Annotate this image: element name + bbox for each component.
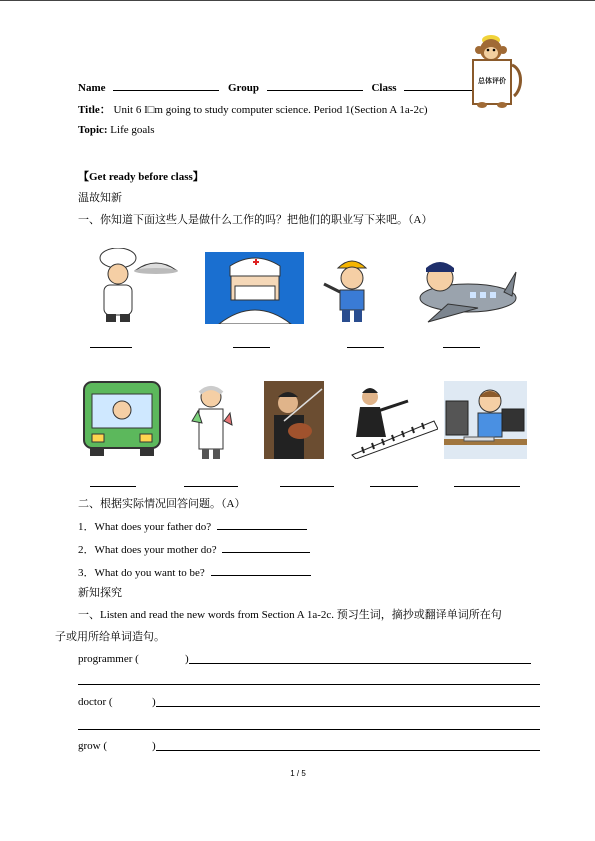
questions-heading: 二、根据实际情况回答问题。（A） bbox=[78, 498, 246, 510]
topic-label: Topic: bbox=[78, 124, 108, 136]
header-line bbox=[78, 80, 476, 94]
question-3 bbox=[78, 564, 311, 580]
answer-blank-cook[interactable] bbox=[90, 347, 132, 348]
word-doctor-label: doctor ( bbox=[78, 696, 113, 708]
page-top-border bbox=[0, 0, 595, 1]
group-field[interactable] bbox=[267, 80, 363, 91]
get-ready-heading: 【Get ready before class】 bbox=[78, 171, 204, 183]
answer-blank-scientist[interactable] bbox=[184, 486, 238, 487]
name-field[interactable] bbox=[113, 80, 219, 91]
question-2 bbox=[78, 541, 310, 557]
name-label: Name bbox=[78, 82, 106, 94]
monkey-icon bbox=[464, 30, 524, 108]
topic-line bbox=[78, 124, 155, 136]
page-number: 1 / 5 bbox=[290, 769, 306, 778]
new-words-instruction-line2: 子或用所给单词造句。 bbox=[55, 631, 165, 643]
new-knowledge-heading: 新知探究 bbox=[78, 587, 122, 599]
new-words-instruction-line1: 一、Listen and read the new words from Section A 1a-2c. 预习生词，摘抄或翻译单词所在句 bbox=[78, 609, 502, 621]
answer-blank-pilot[interactable] bbox=[443, 347, 480, 348]
review-heading: 温故知新 bbox=[78, 192, 122, 204]
answer-blank-pianist[interactable] bbox=[370, 486, 418, 487]
title-label: Title： bbox=[78, 104, 111, 116]
question-2-text: 2．What does your mother do? bbox=[78, 544, 217, 556]
word-programmer-label: programmer ( bbox=[78, 653, 139, 665]
question-1-text: 1．What does your father do? bbox=[78, 521, 212, 533]
violinist-picture bbox=[264, 381, 324, 459]
word-programmer-answer[interactable] bbox=[189, 663, 531, 664]
pianist-picture bbox=[348, 381, 438, 459]
word-doctor-answer-line2[interactable] bbox=[78, 729, 540, 730]
word-programmer-close-paren: ) bbox=[185, 653, 189, 665]
cook-picture bbox=[76, 248, 182, 324]
engineer-picture bbox=[320, 252, 384, 324]
word-grow-answer[interactable] bbox=[156, 750, 540, 751]
question-2-answer[interactable] bbox=[222, 542, 310, 553]
monkey-evaluation-badge bbox=[464, 30, 524, 108]
answer-blank-bus-driver[interactable] bbox=[90, 486, 136, 487]
answer-blank-doctor[interactable] bbox=[233, 347, 270, 348]
answer-blank-engineer[interactable] bbox=[347, 347, 384, 348]
word-doctor-close-paren: ) bbox=[152, 696, 156, 708]
title-line bbox=[78, 101, 428, 117]
topic-text: Life goals bbox=[110, 124, 155, 136]
class-label: Class bbox=[371, 82, 397, 94]
scientist-picture bbox=[186, 381, 236, 461]
question-1-answer[interactable] bbox=[217, 519, 307, 530]
question-1 bbox=[78, 518, 307, 534]
answer-blank-violinist[interactable] bbox=[280, 486, 334, 487]
question-3-text: 3．What do you want to be? bbox=[78, 567, 205, 579]
bus-driver-picture bbox=[80, 378, 164, 458]
word-programmer-answer-line2[interactable] bbox=[78, 684, 540, 685]
doctor-picture bbox=[205, 252, 304, 324]
title-text: Unit 6 I□m going to study computer science. Period 1(Section A 1a-2c) bbox=[113, 104, 428, 116]
word-grow-close-paren: ) bbox=[152, 740, 156, 752]
group-label: Group bbox=[228, 82, 259, 94]
task1-instruction: 一、你知道下面这些人是做什么工作的吗？把他们的职业写下来吧。（A） bbox=[78, 214, 433, 226]
word-doctor-answer[interactable] bbox=[156, 706, 540, 707]
pilot-picture bbox=[408, 252, 518, 324]
word-grow-label: grow ( bbox=[78, 740, 108, 752]
computer-programmer-picture bbox=[444, 381, 527, 459]
question-3-answer[interactable] bbox=[211, 565, 311, 576]
badge-text: 总体评价 bbox=[478, 77, 506, 85]
answer-blank-programmer[interactable] bbox=[454, 486, 520, 487]
